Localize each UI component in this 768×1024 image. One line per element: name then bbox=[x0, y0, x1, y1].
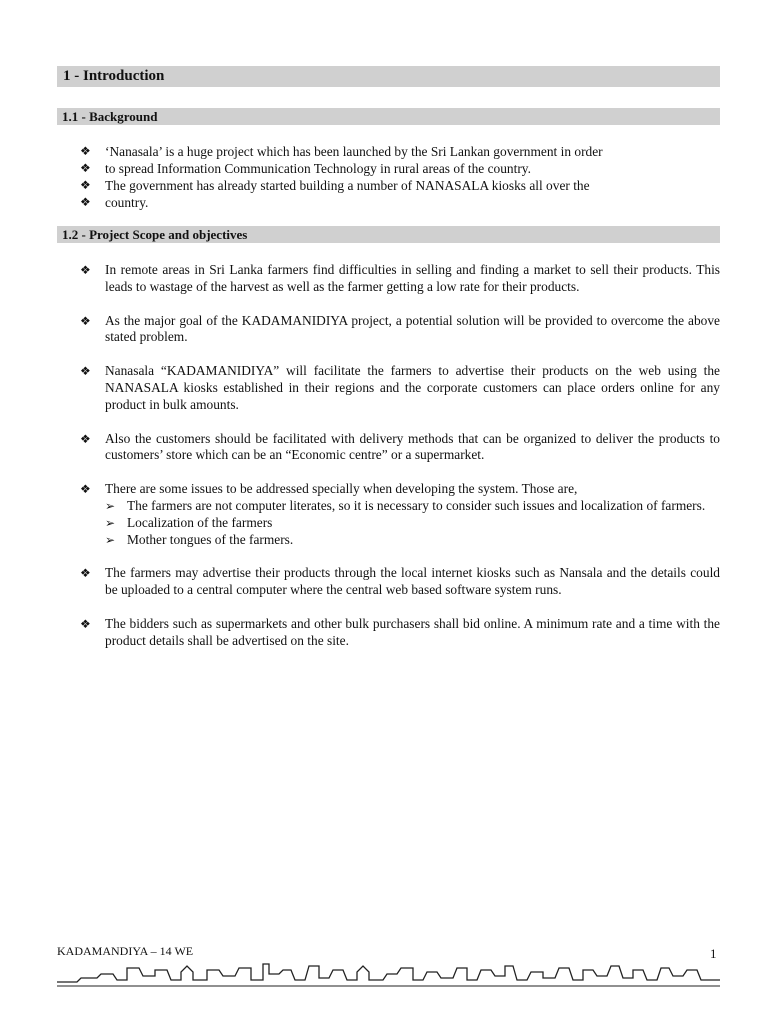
diamond-bullet-icon: ❖ bbox=[80, 364, 91, 379]
list-item: ❖ There are some issues to be addressed specially when developing the system. Those are, ➢ The farmers are not computer literates, so it is necessary to consider such issues and localization of farmers. ➢ Localization of the farmers ➢ Mother tongues of the farmers. bbox=[80, 481, 720, 548]
scope-heading: 1.2 - Project Scope and objectives bbox=[62, 227, 248, 242]
background-list bbox=[80, 143, 700, 211]
arrow-bullet-icon: ➢ bbox=[105, 515, 116, 530]
diamond-bullet-icon: ❖ bbox=[80, 263, 91, 277]
arrow-bullet-icon: ➢ bbox=[105, 532, 116, 547]
diamond-bullet-icon: ❖ bbox=[80, 431, 91, 446]
list-item: ❖ In remote areas in Sri Lanka farmers find difficulties in selling and finding a market to sell their products. This leads to wastage of the harvest as well as the farmer getting a low rate for their products. bbox=[80, 262, 720, 294]
background-heading: 1.1 - Background bbox=[62, 109, 158, 124]
sub-list-item: ➢ Mother tongues of the farmers. bbox=[105, 531, 294, 547]
diamond-bullet-icon: ❖ bbox=[80, 566, 91, 581]
diamond-bullet-icon: ❖ bbox=[80, 195, 91, 209]
diamond-bullet-icon: ❖ bbox=[80, 178, 91, 192]
list-item: ❖ to spread Information Communication Technology in rural areas of the country. bbox=[80, 161, 531, 176]
list-item: ❖ country. bbox=[80, 195, 149, 210]
diamond-bullet-icon: ❖ bbox=[80, 161, 91, 175]
skyline-border-decoration bbox=[57, 958, 720, 988]
diamond-bullet-icon: ❖ bbox=[80, 313, 91, 328]
diamond-bullet-icon: ❖ bbox=[80, 482, 91, 497]
list-item: ❖ ‘Nanasala’ is a huge project which has been launched by the Sri Lankan government in order bbox=[80, 144, 603, 159]
diamond-bullet-icon: ❖ bbox=[80, 616, 91, 631]
list-item: ❖ The bidders such as supermarkets and other bulk purchasers shall bid online. A minimum rate and a time with the product details shall be advertised on the site. bbox=[80, 615, 720, 648]
page-number: 1 bbox=[710, 946, 717, 961]
list-item: ❖ The farmers may advertise their products through the local internet kiosks such as Nansala and the details could be uploaded to a central computer where the central web based software system runs. bbox=[80, 565, 720, 598]
sub-list-item: ➢ The farmers are not computer literates, so it is necessary to consider such issues and localization of farmers. bbox=[105, 497, 706, 513]
arrow-bullet-icon: ➢ bbox=[105, 498, 116, 513]
background-heading-bar bbox=[57, 108, 720, 125]
scope-list bbox=[80, 262, 720, 667]
list-item: ❖ As the major goal of the KADAMANIDIYA project, a potential solution will be provided to overcome the above stated problem. bbox=[80, 312, 720, 345]
section-heading: 1 - Introduction bbox=[63, 68, 165, 84]
list-item: ❖ Nanasala “KADAMANIDIYA” will facilitate the farmers to advertise their products on the web using the NANASALA kiosks established in their regions and the corporate customers can place orders online for any product in bulk amounts. bbox=[80, 363, 720, 412]
section-heading-bar bbox=[57, 66, 720, 87]
list-item: ❖ Also the customers should be facilitated with delivery methods that can be organized to deliver the products to customers’ store which can be an “Economic centre” or a supermarket. bbox=[80, 430, 720, 463]
diamond-bullet-icon: ❖ bbox=[80, 144, 91, 158]
sub-list-item: ➢ Localization of the farmers bbox=[105, 514, 273, 530]
list-item: ❖ The government has already started building a number of NANASALA kiosks all over the bbox=[80, 178, 590, 193]
footer-label: KADAMANDIYA – 14 WE bbox=[57, 944, 194, 958]
scope-heading-bar bbox=[57, 226, 720, 243]
